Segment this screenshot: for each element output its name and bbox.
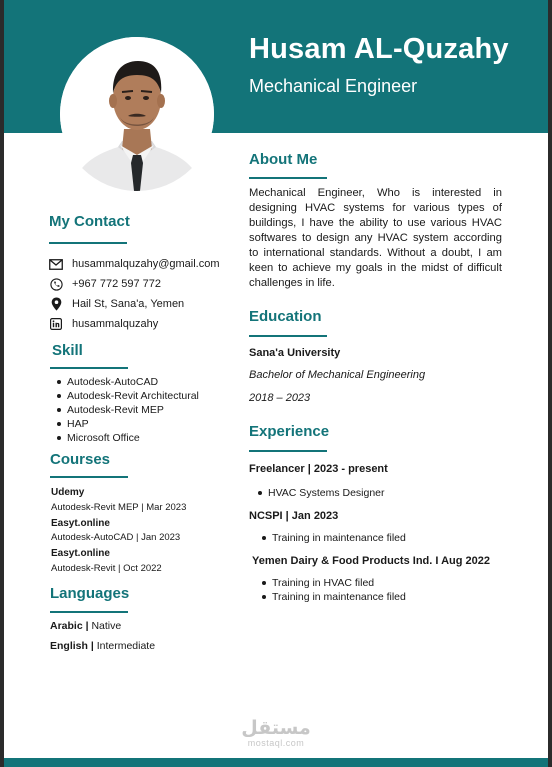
- language-level: Intermediate: [96, 640, 156, 652]
- job-points: [256, 576, 406, 604]
- about-heading: About Me: [249, 151, 318, 168]
- course-provider: Udemy: [51, 487, 85, 498]
- list-item: HVAC Systems Designer: [252, 486, 385, 500]
- skills-list: [51, 375, 199, 445]
- course-detail: Autodesk-AutoCAD | Jan 2023: [51, 532, 181, 543]
- contact-phone-text: +967 772 597 772: [72, 278, 162, 290]
- course-provider: Easyt.online: [51, 548, 110, 559]
- contact-linkedin-text: husammalquzahy: [72, 318, 159, 330]
- language-row: Arabic | Native: [50, 620, 122, 632]
- watermark: [240, 718, 312, 748]
- list-item: Autodesk-AutoCAD: [51, 375, 199, 389]
- job-title: NCSPI | Jan 2023: [249, 510, 339, 522]
- list-item: HAP: [51, 417, 199, 431]
- mail-icon: [49, 257, 63, 271]
- list-item: Training in HVAC filed: [256, 576, 406, 590]
- contact-heading: My Contact: [49, 213, 130, 230]
- education-heading: Education: [249, 308, 322, 325]
- contact-email-text: husammalquzahy@gmail.com: [72, 258, 220, 270]
- linkedin-icon: [49, 317, 63, 331]
- list-item: Microsoft Office: [51, 431, 199, 445]
- languages-heading: Languages: [50, 585, 130, 602]
- watermark-arabic: مستقل: [241, 717, 311, 739]
- education-school: Sana'a University: [249, 347, 341, 359]
- language-name: English: [50, 640, 88, 652]
- contact-email[interactable]: [49, 257, 220, 271]
- education-years: 2018 – 2023: [249, 392, 311, 404]
- course-provider: Easyt.online: [51, 518, 110, 529]
- education-heading-rule: [249, 335, 327, 337]
- location-pin-icon: [49, 297, 63, 311]
- phone-icon: [49, 277, 63, 291]
- list-item: Training in maintenance filed: [256, 590, 406, 604]
- footer-band: [4, 758, 548, 767]
- candidate-name: Husam AL-Quzahy: [249, 33, 509, 65]
- skills-heading-rule: [50, 367, 128, 369]
- course-detail: Autodesk-Revit MEP | Mar 2023: [51, 502, 187, 513]
- job-title: Freelancer | 2023 - present: [249, 463, 388, 475]
- candidate-title: Mechanical Engineer: [249, 76, 418, 96]
- about-heading-rule: [249, 177, 327, 179]
- education-degree: Bachelor of Mechanical Engineering: [249, 369, 426, 381]
- watermark-latin: mostaql.com: [247, 738, 305, 748]
- skills-heading: Skill: [52, 342, 83, 359]
- languages-heading-rule: [50, 611, 128, 613]
- job-points: [252, 486, 385, 500]
- language-name: Arabic: [50, 620, 83, 632]
- list-item: Autodesk-Revit MEP: [51, 403, 199, 417]
- list-item: Autodesk-Revit Architectural: [51, 389, 199, 403]
- language-level: Native: [91, 620, 122, 632]
- profile-photo: [60, 37, 214, 191]
- contact-address: [49, 297, 184, 311]
- contact-phone[interactable]: [49, 277, 161, 291]
- job-points: [256, 531, 406, 545]
- job-title: Yemen Dairy & Food Products Ind. I Aug 2022: [252, 555, 490, 567]
- course-detail: Autodesk-Revit | Oct 2022: [51, 563, 162, 574]
- experience-heading-rule: [249, 450, 327, 452]
- contact-linkedin[interactable]: [49, 317, 158, 331]
- contact-address-text: Hail St, Sana'a, Yemen: [72, 298, 185, 310]
- list-item: Training in maintenance filed: [256, 531, 406, 545]
- about-text: Mechanical Engineer, Who is interested in designing HVAC systems for various types of buildings, I have the ability to use various HVAC softwares to design any HVAC system according to international standards. Without a doubt, I am keen to achieve my goals in the midst of difficult challenges in life.: [249, 187, 502, 289]
- language-row: English | Intermediate: [50, 640, 156, 652]
- page-right-edge: [548, 0, 552, 767]
- courses-heading: Courses: [50, 451, 111, 468]
- contact-heading-rule: [49, 242, 127, 244]
- experience-heading: Experience: [249, 423, 330, 440]
- courses-heading-rule: [50, 476, 128, 478]
